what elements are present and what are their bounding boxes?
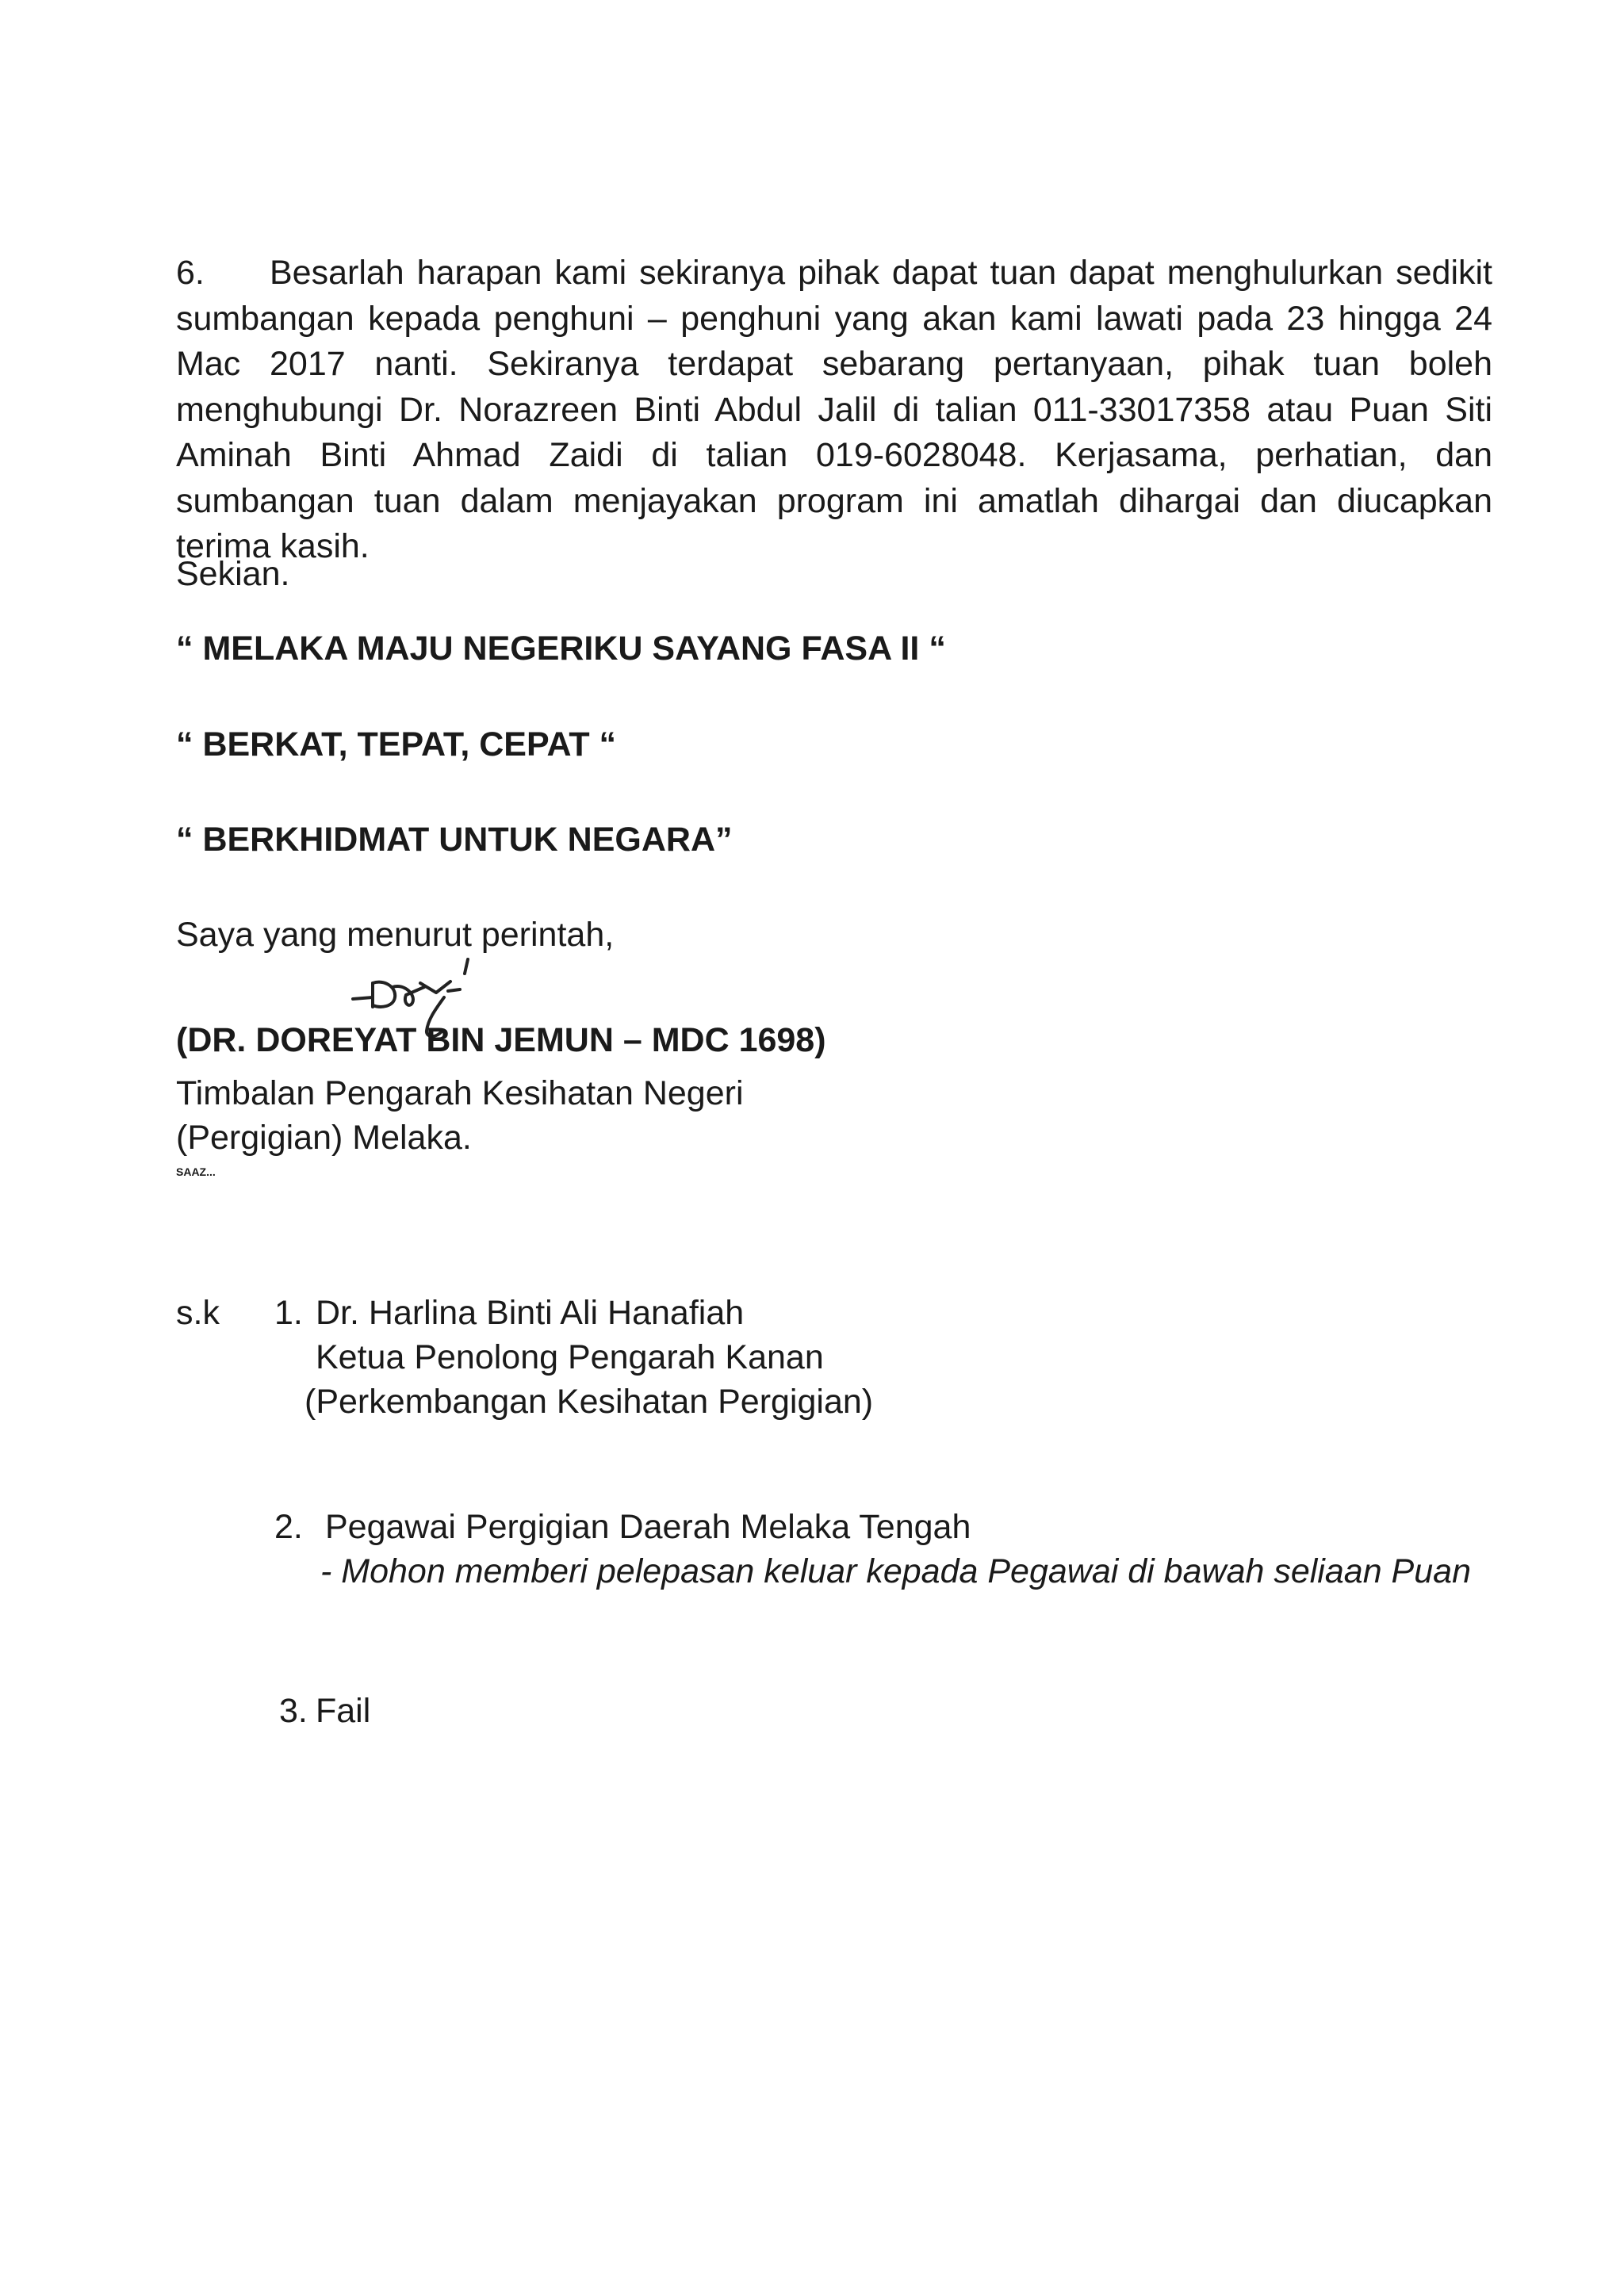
cc-item-2-number: 2. (274, 1508, 303, 1546)
signatory-name: (DR. DOREYAT BIN JEMUN – MDC 1698) (176, 1021, 826, 1059)
cc-item-1-line1: Dr. Harlina Binti Ali Hanafiah (316, 1294, 745, 1332)
signatory-title-line1: Timbalan Pengarah Kesihatan Negeri (176, 1074, 744, 1112)
cc-item-1-number: 1. (274, 1294, 303, 1332)
paragraph-6 (176, 251, 1492, 570)
cc-item-3-number: 3. (279, 1692, 308, 1730)
cc-item-2-line1: Pegawai Pergigian Daerah Melaka Tengah (325, 1508, 971, 1546)
cc-item-1-line3: (Perkembangan Kesihatan Pergigian) (304, 1383, 874, 1421)
cc-label: s.k (176, 1294, 220, 1332)
paragraph-text: Besarlah harapan kami sekiranya pihak dapat tuan dapat menghulurkan sedikit sumbangan kepada penghuni – penghuni yang akan kami lawati pada 23 hingga 24 Mac 2017 nanti. Sekiranya terdapat sebarang pertanyaan, pihak tuan boleh menghubungi Dr. Norazreen Binti Abdul Jalil di talian 011-33017358 atau Puan Siti Aminah Binti Ahmad Zaidi di talian 019-6028048. Kerjasama, perhatian, dan sumbangan tuan dalam menjayakan program ini amatlah dihargai dan diucapkan terima kasih. (176, 254, 1492, 565)
paragraph-number: 6. (176, 254, 205, 292)
reference-code: SAAZ... (176, 1165, 216, 1178)
slogan-3: “ BERKHIDMAT UNTUK NEGARA” (176, 821, 733, 859)
cc-item-2-note: - Mohon memberi pelepasan keluar kepada Pegawai di bawah seliaan Puan (320, 1552, 1471, 1590)
cc-item-3-line1: Fail (316, 1692, 371, 1730)
cc-item-1-line2: Ketua Penolong Pengarah Kanan (316, 1338, 824, 1376)
slogan-1: “ MELAKA MAJU NEGERIKU SAYANG FASA II “ (176, 629, 946, 668)
signoff-text: Saya yang menurut perintah, (176, 916, 615, 954)
slogan-2: “ BERKAT, TEPAT, CEPAT “ (176, 725, 617, 763)
closing-text: Sekian. (176, 555, 290, 593)
signatory-title-line2: (Pergigian) Melaka. (176, 1119, 472, 1157)
